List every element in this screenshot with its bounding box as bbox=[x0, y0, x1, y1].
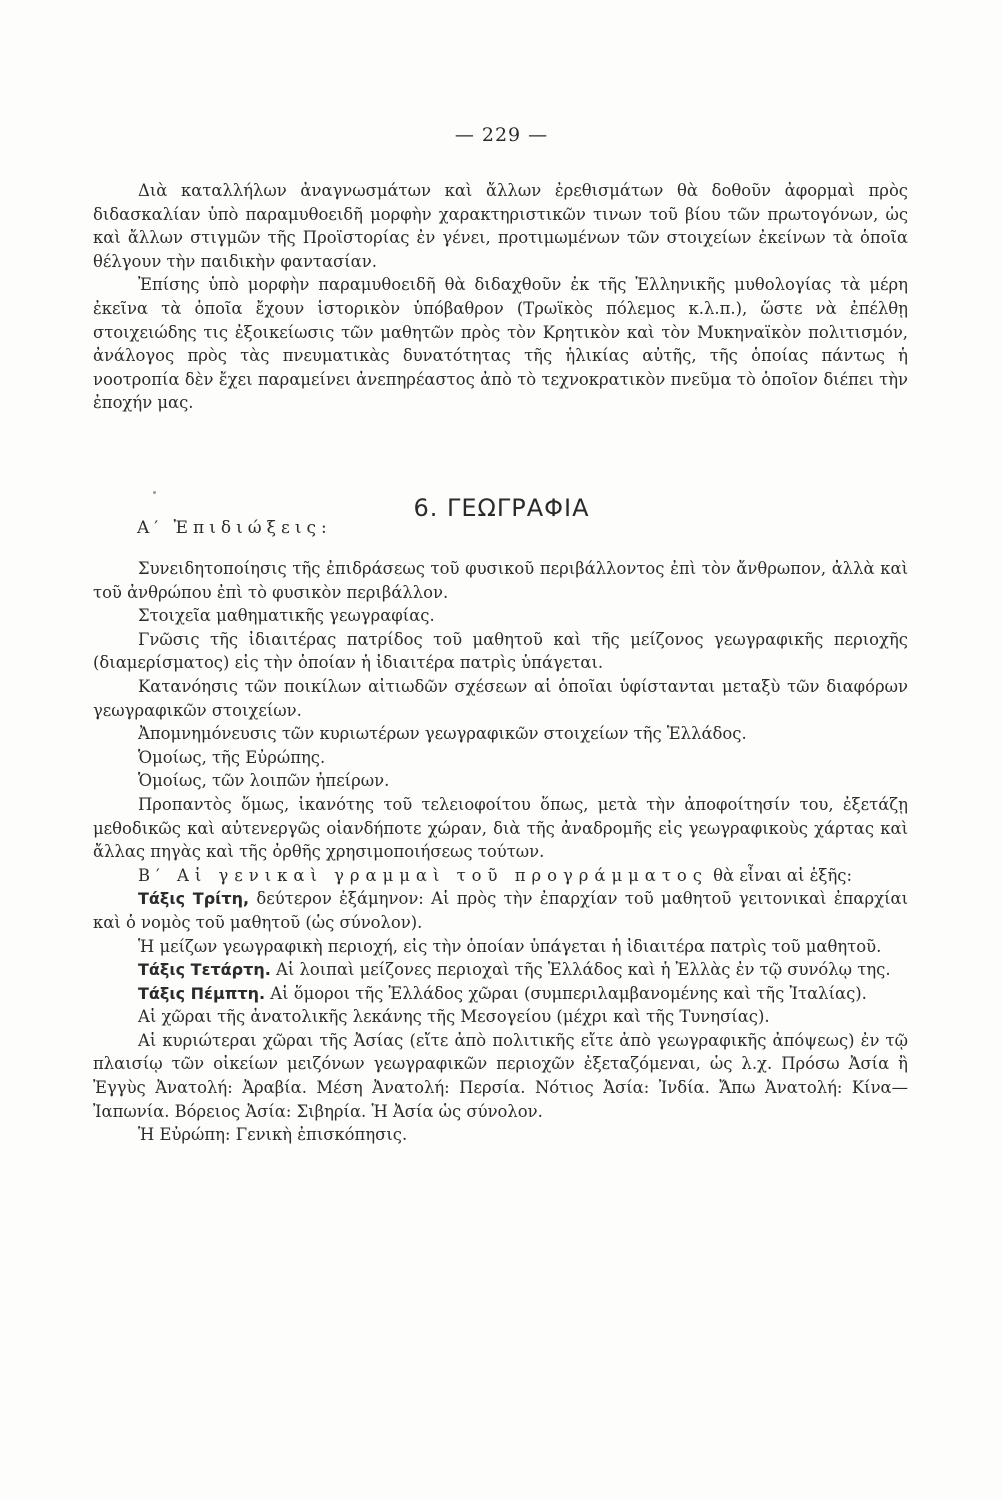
class-fourth-paragraph bbox=[93, 958, 908, 982]
class-fifth-label: Τάξις Πέμπτη. bbox=[138, 983, 266, 1003]
history-text-block bbox=[93, 179, 908, 415]
goal-item: Στοιχεῖα μαθηματικῆς γεωγραφίας. bbox=[138, 606, 435, 626]
goal-item: Συνειδητοποίησις τῆς ἐπιδράσεως τοῦ φυσικοῦ περιβάλλοντος ἐπὶ τὸν ἄνθρωπον, ἀλλὰ καὶ τοῦ ἀνθρώπου ἐπὶ τὸ φυσικὸν περιβάλλον. bbox=[93, 559, 908, 602]
goal-item: Προπαντὸς ὅμως, ἱκανότης τοῦ τελειοφοίτου ὅπως, μετὰ τὴν ἀποφοίτησίν του, ἐξετάζῃ μεθοδικῶς καὶ αὐτενεργῶς οἱανδήποτε χώραν, διὰ τῆς ἀναδρομῆς εἰς γεωγραφικοὺς χάρτας καὶ ἄλλας πηγὰς καὶ τῆς ὀρθῆς χρησιμοποιήσεως τούτων. bbox=[93, 794, 908, 862]
page-number: — 229 — bbox=[454, 124, 549, 146]
program-heading-rest: θὰ εἶναι αἱ ἑξῆς: bbox=[707, 865, 852, 885]
class-fifth-extra: Ἡ Εὐρώπη: Γενικὴ ἐπισκόπησις. bbox=[138, 1125, 408, 1145]
goal-item: Ὁμοίως, τῆς Εὐρώπης. bbox=[138, 747, 326, 767]
class-fourth-text: Αἱ λοιπαὶ μείζονες περιοχαὶ τῆς Ἑλλάδος καὶ ἡ Ἑλλὰς ἐν τῷ συνόλῳ της. bbox=[270, 960, 891, 980]
goal-item: Γνῶσις τῆς ἰδιαιτέρας πατρίδος τοῦ μαθητοῦ καὶ τῆς μείζονος γεωγραφικῆς περιοχῆς (διαμερίσματος) εἰς τὴν ὁποίαν ἡ ἰδιαιτέρα πατρὶς ὑπάγεται. bbox=[93, 629, 908, 673]
class-third-text: δεύτερον ἑξάμηνον: Αἱ πρὸς τὴν ἐπαρχίαν τοῦ μαθητοῦ γειτονικαὶ ἐπαρχίαι καὶ ὁ νομὸς τοῦ μαθητοῦ (ὡς σύνολον). bbox=[93, 889, 908, 932]
paragraph: Ἐπίσης ὑπὸ μορφὴν παραμυθοειδῆ θὰ διδαχθοῦν ἐκ τῆς Ἑλληνικῆς μυθολογίας τὰ μέρη ἐκεῖνα τὰ ὁποῖα ἔχουν ἱστορικὸν ὑπόβαθρον (Τρωϊκὸς πόλεμος κ.λ.π.), ὥστε νὰ ἐπέλθῃ στοιχειώδης τις ἐξοικείωσις τῶν μαθητῶν πρὸς τὸν Κρητικὸν καὶ τὸν Μυκηναϊκὸν πολιτισμόν, ἀνάλογος πρὸς τὰς πνευματικὰς δυνατότητας τῆς ἡλικίας αὐτῆς, τῆς ὁποίας πάντως ἡ νοοτροπία δὲν ἔχει παραμείνει ἀνεπηρέαστος ἀπὸ τὸ τεχνοκρατικὸν πνεῦμα τὸ ὁποῖον διέπει τὴν ἐποχήν μας. bbox=[93, 275, 908, 413]
paragraph: Διὰ καταλλήλων ἀναγνωσμάτων καὶ ἄλλων ἐρεθισμάτων θὰ δοθοῦν ἀφορμαὶ πρὸς διδασκαλίαν ὑπὸ παραμυθοειδῆ μορφὴν χαρακτηριστικῶν τινων τοῦ βίου τῶν πρωτογόνων, ὡς καὶ ἄλλων στιγμῶν τῆς Προϊστορίας ἐν γένει, προτιμωμένων τῶν στοιχείων ἐκείνων τὰ ὁποῖα θέλγουν τὴν παιδικὴν φαντασίαν. bbox=[93, 181, 908, 271]
subheading-program bbox=[93, 864, 908, 888]
program-heading: Β′ Αἱ γενικαὶ γραμμαὶ τοῦ προγράμματος bbox=[138, 865, 708, 885]
goal-item: Ἀπομνημόνευσις τῶν κυριωτέρων γεωγραφικῶν στοιχείων τῆς Ἑλλάδος. bbox=[138, 724, 747, 744]
subheading-goals: Α′ Ἐπιδιώξεις: bbox=[137, 518, 332, 538]
class-fifth-extra: Αἱ χῶραι τῆς ἀνατολικῆς λεκάνης τῆς Μεσογείου (μέχρι καὶ τῆς Τυνησίας). bbox=[138, 1007, 770, 1027]
class-fifth-paragraph bbox=[93, 982, 908, 1006]
class-third-extra: Ἡ μείζων γεωγραφικὴ περιοχή, εἰς τὴν ὁποίαν ὑπάγεται ἡ ἰδιαιτέρα πατρὶς τοῦ μαθητοῦ. bbox=[138, 936, 882, 956]
class-fifth-extra: Αἱ κυριώτεραι χῶραι τῆς Ἀσίας (εἴτε ἀπὸ πολιτικῆς εἴτε ἀπὸ γεωγραφικῆς ἀπόψεως) ἐν τῷ πλαισίῳ τῶν οἰκείων μειζόνων γεωγραφικῶν περιοχῶν ἐξεταζόμεναι, ὡς λ.χ. Πρόσω Ἀσία ἢ Ἐγγὺς Ἀνατολή: Ἀραβία. Μέση Ἀνατολή: Περσία. Νότιος Ἀσία: Ἰνδία. Ἄπω Ἀνατολή: Κίνα—Ἰαπωνία. Βόρειος Ἀσία: Σιβηρία. Ἡ Ἀσία ὡς σύνολον. bbox=[93, 1030, 908, 1121]
class-third-label: Τάξις Τρίτη, bbox=[138, 889, 250, 909]
goal-item: Ὁμοίως, τῶν λοιπῶν ἠπείρων. bbox=[138, 771, 390, 791]
class-fifth-text: Αἱ ὅμοροι τῆς Ἑλλάδος χῶραι (συμπεριλαμβανομένης καὶ τῆς Ἰταλίας). bbox=[265, 983, 867, 1003]
class-fourth-label: Τάξις Τετάρτη. bbox=[138, 960, 271, 980]
class-third-paragraph bbox=[93, 887, 908, 934]
goal-item: Κατανόησις τῶν ποικίλων αἰτιωδῶν σχέσεων αἱ ὁποῖαι ὑφίστανται μεταξὺ τῶν διαφόρων γεωγραφικῶν στοιχείων. bbox=[93, 676, 908, 720]
section-title: 6. ΓΕΩΓΡΑΦΙΑ bbox=[413, 494, 590, 522]
geography-text-block bbox=[93, 557, 908, 1147]
